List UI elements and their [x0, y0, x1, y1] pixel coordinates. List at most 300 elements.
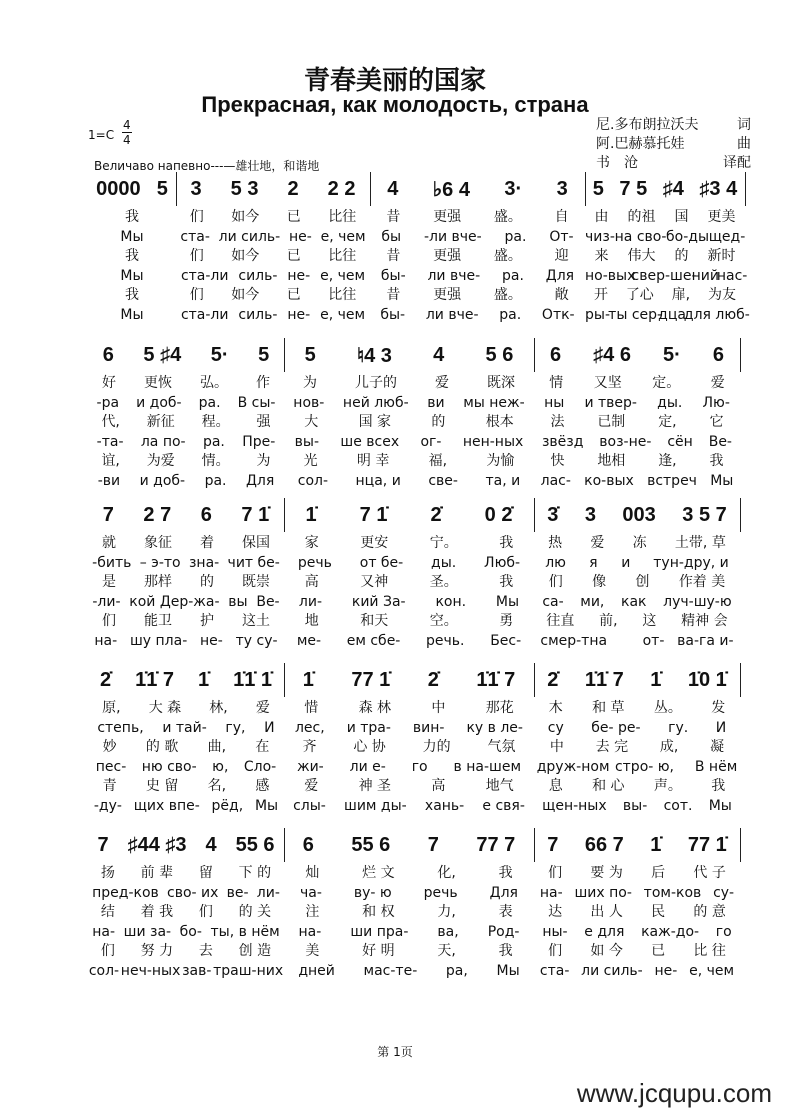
lyric-syllable: и доб-	[139, 472, 186, 489]
lyric-syllable: 儿子的	[355, 375, 397, 391]
lyric-syllable: ней люб-	[342, 394, 409, 411]
lyric-syllable: са-	[542, 593, 564, 610]
lyric-syllable: 森 林	[358, 700, 392, 716]
lyric-line-4	[88, 433, 284, 453]
lyric-syllable: 的 歌	[145, 739, 179, 755]
lyric-syllable: 盛。	[493, 248, 522, 264]
lyric-syllable: -ви	[97, 472, 121, 489]
lyric-syllable: звёзд	[541, 433, 584, 450]
measure	[534, 498, 741, 649]
lyric-syllable: 往直	[546, 613, 575, 629]
lyric-syllable: ку в ле-	[466, 719, 523, 736]
lyric-line-1	[534, 864, 740, 884]
lyric-syllable: на-	[539, 884, 563, 901]
lyric-syllable: кий За-	[351, 593, 406, 610]
lyric-syllable: 民	[651, 904, 666, 920]
lyric-syllable: 弘。	[200, 375, 228, 391]
lyric-line-6	[284, 472, 534, 492]
note-group: 66 7	[584, 833, 624, 856]
lyric-syllable: ли-	[298, 593, 323, 610]
lyric-syllable: 那花	[485, 700, 514, 716]
key-signature: 1=C	[88, 128, 115, 142]
note-group: 2̇	[427, 668, 439, 691]
lyric-syllable: 惜	[304, 700, 319, 716]
notes-row	[88, 172, 176, 206]
lyric-syllable: 的	[674, 248, 689, 264]
lyric-line-2	[88, 719, 284, 739]
lyric-syllable: 既深	[487, 375, 515, 391]
lyric-syllable: 像	[592, 574, 607, 590]
note-group: 0 2̇	[484, 503, 513, 526]
lyric-syllable: Люб-	[484, 554, 521, 571]
lyric-line-6	[88, 306, 176, 326]
lyric-syllable: 妙	[102, 739, 117, 755]
lyric-syllable: 原,	[102, 700, 121, 716]
lyric-syllable: Бес-	[490, 632, 522, 649]
lyric-syllable: ве-	[226, 884, 249, 901]
lyric-syllable: ты, в нём	[210, 923, 280, 940]
lyric-syllable: ла по-	[140, 433, 186, 450]
note-group: 1̇	[650, 833, 662, 856]
lyric-line-5	[534, 612, 740, 632]
note-group: 77 1̇	[351, 668, 391, 691]
lyric-syllable: ды.	[431, 554, 457, 571]
watermark: www.jcqupu.com	[576, 1078, 772, 1108]
lyric-syllable: 的 意	[693, 904, 726, 920]
note-group: 5	[592, 177, 604, 200]
lyric-syllable: на-	[92, 923, 116, 940]
note-group: 2̇	[99, 668, 112, 691]
lyric-syllable: щих впе-	[133, 797, 200, 814]
lyric-line-6	[88, 632, 284, 652]
lyric-syllable: зна-	[188, 554, 220, 571]
lyric-syllable: 表	[498, 904, 513, 920]
lyric-line-5	[370, 286, 585, 306]
lyric-syllable: 如今	[231, 248, 260, 264]
lyric-line-4	[176, 267, 370, 287]
lyric-line-2	[88, 884, 284, 904]
lyric-syllable: 们	[548, 943, 563, 959]
credit-composer	[596, 135, 751, 154]
lyric-syllable: речь	[297, 554, 332, 571]
lyric-syllable: В нём	[694, 758, 738, 775]
measure	[534, 828, 741, 979]
lyric-syllable: е свя-	[482, 797, 525, 814]
note-group: 7	[427, 833, 439, 856]
lyric-syllable: 青	[102, 778, 117, 794]
lyric-syllable: ву- ю	[353, 884, 392, 901]
lyrics-block	[284, 699, 534, 816]
lyric-syllable: 我	[499, 574, 514, 590]
lyric-syllable: 爱	[304, 778, 319, 794]
lyric-syllable: слы-	[293, 797, 326, 814]
lyric-syllable: как	[621, 593, 647, 610]
lyrics-block	[585, 208, 750, 325]
lyric-syllable: е для	[584, 923, 625, 940]
note-group: 4	[433, 343, 445, 366]
lyric-line-6	[534, 632, 740, 652]
lyric-syllable: 前 辈	[140, 865, 174, 881]
note-group: 0000	[96, 177, 141, 200]
lyric-line-6	[176, 306, 370, 326]
lyric-syllable: ста-ли	[180, 306, 229, 323]
lyric-line-2	[284, 884, 534, 904]
lyric-syllable: 烂 文	[362, 865, 395, 881]
credit-name: 尼.多布朗拉沃夫	[596, 117, 699, 133]
notes-row	[88, 498, 284, 532]
note-group: 7	[97, 833, 109, 856]
lyric-syllable: 空。	[429, 613, 458, 629]
lyric-syllable	[679, 758, 689, 778]
lyric-line-5	[534, 942, 740, 962]
measure	[88, 338, 285, 489]
lyric-syllable: Лю-	[702, 394, 730, 411]
lyric-syllable: 和天	[360, 613, 389, 629]
note-group: 2̇	[547, 668, 559, 691]
credit-lyricist	[596, 116, 751, 135]
lyric-syllable: Отк-	[541, 306, 575, 323]
lyric-syllable: ту су-	[235, 632, 278, 649]
lyric-syllable: Мы	[710, 472, 734, 489]
lyric-line-1	[176, 208, 370, 228]
lyric-line-3	[284, 903, 534, 923]
lyrics-block	[88, 699, 284, 816]
lyric-syllable: 凝	[710, 739, 725, 755]
lyric-syllable: ва-га и-	[677, 632, 734, 649]
lyric-syllable: 和 权	[362, 904, 395, 920]
lyric-syllable: 好	[102, 375, 116, 391]
lyric-syllable: Сло-	[243, 758, 277, 775]
note-group: 5·	[663, 343, 681, 366]
lyric-syllable: сён	[667, 433, 693, 450]
notes-row	[176, 172, 370, 206]
lyrics-block	[534, 534, 740, 651]
lyric-syllable: ми,	[580, 593, 605, 610]
lyric-syllable: 为	[303, 375, 317, 391]
lyric-syllable: 爱	[590, 535, 605, 551]
lyric-line-4	[88, 758, 284, 778]
note-group: 77 7	[476, 833, 516, 856]
lyric-syllable: 丛。	[653, 700, 682, 716]
lyric-syllable: 光	[303, 453, 318, 469]
lyrics-block	[370, 208, 585, 325]
lyric-syllable: 新征	[146, 414, 175, 430]
lyric-syllable: ог-	[420, 433, 442, 450]
lyric-syllable: 土带, 草	[674, 535, 726, 551]
lyric-syllable: е, чем	[320, 267, 366, 284]
lyric-syllable: бы	[381, 228, 402, 245]
lyric-syllable: гу,	[225, 719, 246, 736]
lyric-syllable: ча-	[299, 884, 322, 901]
lyric-line-5	[284, 612, 534, 632]
lyric-syllable: нца, и	[355, 472, 401, 489]
lyric-syllable: 前,	[599, 613, 618, 629]
lyric-syllable: силь-	[238, 267, 278, 284]
lyric-syllable: бо-	[179, 923, 202, 940]
lyric-line-2	[176, 228, 370, 248]
lyric-syllable: ши пра-	[350, 923, 409, 940]
lyric-syllable: на сво-	[614, 228, 667, 245]
lyric-syllable: 成,	[659, 739, 679, 755]
lyric-syllable: 大 森	[148, 700, 182, 716]
lyric-syllable: 伟大	[627, 248, 656, 264]
credit-translator	[596, 154, 751, 173]
lyric-syllable: кон.	[435, 593, 467, 610]
lyric-syllable: 我	[709, 453, 724, 469]
measure	[88, 663, 285, 814]
lyric-line-5	[284, 777, 534, 797]
time-signature-bottom: 4	[123, 133, 131, 147]
lyric-syllable: 勇	[499, 613, 514, 629]
notes-row	[585, 172, 745, 206]
lyric-syllable: ших по-	[574, 884, 632, 901]
lyrics-block	[176, 208, 370, 325]
lyric-line-6	[284, 797, 534, 817]
lyric-syllable: от-	[642, 632, 665, 649]
lyric-syllable: воз-не-	[599, 433, 652, 450]
lyric-syllable: 昔	[386, 248, 401, 264]
lyric-line-3	[88, 573, 284, 593]
lyric-syllable: 已	[651, 943, 666, 959]
lyric-syllable: Для	[545, 267, 575, 284]
lyric-syllable: 定,	[658, 414, 677, 430]
lyric-line-4	[88, 593, 284, 613]
lyric-syllable: 昔	[386, 287, 401, 303]
lyric-syllable: ем сбе-	[346, 632, 401, 649]
lyric-syllable: вы	[228, 593, 248, 610]
note-group: ♮4 3	[356, 344, 392, 367]
lyric-syllable: ли силь-	[581, 962, 643, 979]
note-group: 2	[287, 177, 299, 200]
lyric-line-4	[284, 923, 534, 943]
title-russian: Прекрасная, как молодость, страна	[201, 92, 589, 117]
lyric-syllable: не-	[287, 306, 311, 323]
note-group: 3	[190, 177, 202, 200]
credits	[596, 116, 751, 173]
lyric-line-4	[284, 593, 534, 613]
lyric-line-5	[176, 286, 370, 306]
lyric-syllable: речь	[423, 884, 458, 901]
lyric-syllable: 们	[189, 248, 204, 264]
lyric-line-3	[284, 413, 534, 433]
lyric-syllable: 热	[548, 535, 563, 551]
lyric-syllable: 名,	[207, 778, 227, 794]
lyric-line-6	[88, 797, 284, 817]
lyric-syllable: 已	[286, 209, 301, 225]
lyric-syllable: 息	[548, 778, 563, 794]
lyric-syllable: 圣。	[429, 574, 458, 590]
lyric-syllable: ко-вых	[584, 472, 634, 489]
credit-role: 曲	[737, 136, 751, 152]
lyrics-block	[284, 864, 534, 981]
lyric-syllable: силь-	[238, 306, 278, 323]
lyric-syllable: хань-	[424, 797, 465, 814]
lyric-line-4	[585, 267, 748, 287]
lyric-syllable: и доб-	[136, 394, 182, 411]
lyric-line-5	[88, 612, 284, 632]
lyric-syllable: 为	[256, 453, 271, 469]
lyric-syllable: вы-	[622, 797, 648, 814]
lyric-line-5	[534, 452, 740, 472]
lyric-syllable: 福,	[428, 453, 448, 469]
lyric-syllable: 努 力	[140, 943, 174, 959]
lyric-syllable: 们	[189, 287, 204, 303]
note-group: 5 6	[485, 343, 514, 366]
lyric-syllable: 们	[100, 943, 115, 959]
lyric-syllable: 留	[198, 865, 213, 881]
measure	[88, 172, 177, 323]
lyric-syllable: бе- ре-	[591, 719, 641, 736]
note-group: 5	[304, 343, 316, 366]
lyric-syllable: том-ков	[643, 884, 702, 901]
lyric-syllable: 比 往	[693, 943, 726, 959]
lyric-syllable: ме-	[296, 632, 322, 649]
note-group: 3	[556, 177, 568, 200]
lyric-syllable: е, чем	[320, 228, 366, 245]
note-group: 5	[156, 177, 168, 200]
lyric-syllable: 着 我	[140, 904, 174, 920]
lyric-syllable: 就	[102, 535, 116, 551]
lyric-syllable: 程。	[201, 414, 230, 430]
lyric-line-1	[88, 374, 284, 394]
note-group: 7	[102, 503, 114, 526]
lyric-syllable: жи-	[296, 758, 324, 775]
note-group: 1̇1̇ 1̇	[233, 668, 273, 691]
lyric-line-1	[284, 374, 534, 394]
notes-row	[534, 338, 740, 372]
lyric-syllable: 扉,	[671, 287, 691, 303]
lyric-syllable: шим ды-	[344, 797, 407, 814]
lyric-syllable: 高	[431, 778, 446, 794]
lyric-syllable: 我	[498, 865, 513, 881]
lyric-syllable: встреч	[647, 472, 697, 489]
note-group: 5 3	[230, 177, 259, 200]
note-group: 5·	[210, 343, 229, 366]
lyric-line-1	[88, 699, 284, 719]
lyric-syllable: смер-тна	[540, 632, 608, 649]
lyric-syllable: 爱	[710, 375, 725, 391]
lyric-syllable: и твер-	[584, 394, 637, 411]
lyric-line-3	[370, 247, 585, 267]
lyric-syllable: 中	[549, 739, 564, 755]
note-group: ♭6 4	[432, 178, 470, 201]
lyric-syllable: 如今	[231, 287, 260, 303]
lyrics-block	[88, 534, 284, 651]
lyric-syllable: 注	[305, 904, 320, 920]
lyric-line-6	[534, 797, 740, 817]
lyric-syllable: мы неж-	[463, 394, 525, 411]
measure	[585, 172, 750, 323]
lyric-syllable: 声。	[653, 778, 682, 794]
lyric-syllable: ви	[427, 394, 445, 411]
lyric-line-5	[534, 777, 740, 797]
lyric-syllable: ды.	[657, 394, 683, 411]
lyric-syllable: ра.	[502, 267, 524, 284]
lyric-syllable: и	[621, 554, 631, 571]
lyric-syllable: ше всех	[340, 433, 400, 450]
lyric-syllable: 作着 美	[678, 574, 726, 590]
lyric-syllable: 强	[256, 414, 271, 430]
lyric-line-4	[370, 267, 585, 287]
lyric-syllable: неч-ных	[120, 962, 181, 979]
lyric-line-2	[284, 554, 534, 574]
lyric-syllable: Мы	[495, 593, 520, 610]
lyric-syllable: дца	[658, 306, 686, 323]
note-group: 5 ♯4	[143, 343, 182, 366]
note-group: 3	[584, 503, 596, 526]
lyric-line-3	[284, 573, 534, 593]
lyric-syllable: ты сер-	[608, 306, 663, 323]
note-group: 55 6	[351, 833, 391, 856]
lyric-syllable: 更强	[433, 209, 462, 225]
lyric-line-3	[88, 247, 176, 267]
lyric-syllable: 的	[200, 574, 214, 590]
lyric-syllable: лю	[545, 554, 566, 571]
lyric-syllable: 下 的	[238, 865, 272, 881]
lyric-line-4	[88, 267, 176, 287]
lyric-syllable: Мы	[254, 797, 279, 814]
lyric-syllable: Мы	[708, 797, 732, 814]
lyric-line-1	[284, 699, 534, 719]
lyric-syllable: 我	[125, 287, 139, 303]
note-group: 1̇	[302, 668, 314, 691]
lyric-syllable: 已制	[597, 414, 626, 430]
note-group: 7 1̇	[359, 503, 388, 526]
lyric-syllable: ли е-	[349, 758, 386, 775]
notes-row	[370, 172, 585, 206]
lyric-syllable: 后	[651, 865, 666, 881]
lyric-syllable: 爱	[255, 700, 270, 716]
lyrics-block	[284, 374, 534, 491]
lyric-syllable: 和 草	[592, 700, 625, 716]
lyric-syllable: 发	[711, 700, 726, 716]
lyric-syllable: 爱	[435, 375, 449, 391]
lyric-line-2	[370, 228, 585, 248]
lyric-syllable: Для	[489, 884, 518, 901]
lyric-syllable: бы-	[380, 306, 406, 323]
lyric-syllable: 为爱	[146, 453, 175, 469]
lyric-syllable: шу пла-	[129, 632, 188, 649]
lyric-syllable: 冻	[632, 535, 647, 551]
lyric-line-4	[534, 758, 740, 778]
lyric-syllable: – э-то	[139, 554, 181, 571]
lyric-syllable: нен-ных	[462, 433, 524, 450]
credit-name: 阿.巴赫慕托娃	[596, 136, 685, 152]
lyrics-block	[534, 864, 740, 981]
lyric-syllable: нов-	[293, 394, 325, 411]
lyric-syllable: 好 明	[362, 943, 395, 959]
lyric-syllable: траш-них	[213, 962, 284, 979]
lyric-syllable: све-	[428, 472, 458, 489]
lyric-line-3	[284, 738, 534, 758]
credit-role: 词	[737, 117, 751, 133]
lyric-syllable: 我	[125, 209, 139, 225]
lyric-syllable: ли вче-	[425, 306, 479, 323]
measure	[284, 498, 535, 649]
lyric-syllable: 逢,	[658, 453, 677, 469]
lyric-syllable: 美	[305, 943, 320, 959]
lyric-syllable: но-вых	[585, 267, 636, 284]
lyric-syllable: ва,	[437, 923, 459, 940]
lyric-syllable: бо-ды	[666, 228, 710, 245]
note-group: 1̇1̇ 7	[135, 668, 175, 691]
lyric-syllable: 已	[286, 248, 301, 264]
lyric-syllable: ста-ли	[180, 267, 229, 284]
lyric-syllable: 又坚	[593, 375, 622, 391]
lyric-syllable: 地气	[485, 778, 514, 794]
lyric-syllable: су-	[713, 884, 735, 901]
lyric-line-1	[284, 534, 534, 554]
